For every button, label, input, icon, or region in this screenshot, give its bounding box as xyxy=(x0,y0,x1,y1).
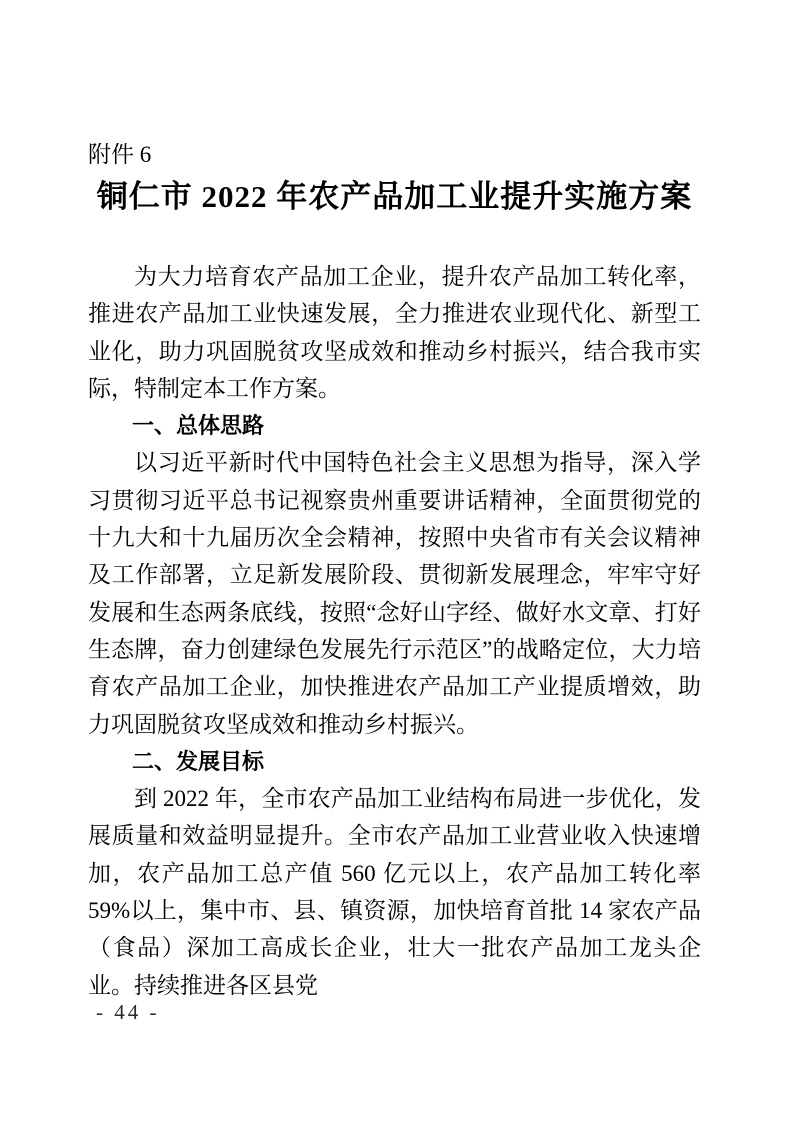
document-body xyxy=(88,258,701,1004)
section-heading-overall-approach: 一、总体思路 xyxy=(132,413,265,439)
page-number: - 44 - xyxy=(96,1000,160,1024)
document-title: 铜仁市 2022 年农产品加工业提升实施方案 xyxy=(96,179,693,214)
attachment-label: 附件 6 xyxy=(88,142,152,167)
section-paragraph-development-goals: 到 2022 年，全市农产品加工业结构布局进一步优化，发展质量和效益明显提升。全市农产品加工业营业收入快速增加，农产品加工总产值 560 亿元以上，农产品加工转化率 59%以上，集中市、县、镇资源，加快培育首批 14 家农产品（食品）深加工高成长企业，壮大一批农产品加工龙头企业。持续推进各区县党 xyxy=(88,786,701,998)
section-paragraph-overall-approach: 以习近平新时代中国特色社会主义思想为指导，深入学习贯彻习近平总书记视察贵州重要讲话精神，全面贯彻党的十九大和十九届历次全会精神，按照中央省市有关会议精神及工作部署，立足新发展阶段、贯彻新发展理念，牢牢守好发展和生态两条底线，按照“念好山字经、做好水文章、打好生态牌，奋力创建绿色发展先行示范区”的战略定位，大力培育农产品加工企业，加快推进农产品加工产业提质增效，助力巩固脱贫攻坚成效和推动乡村振兴。 xyxy=(88,450,701,737)
section-heading-development-goals: 二、发展目标 xyxy=(132,748,265,774)
intro-paragraph: 为大力培育农产品加工企业，提升农产品加工转化率，推进农产品加工业快速发展，全力推进农业现代化、新型工业化，助力巩固脱贫攻坚成效和推动乡村振兴，结合我市实际，特制定本工作方案。 xyxy=(88,264,701,401)
